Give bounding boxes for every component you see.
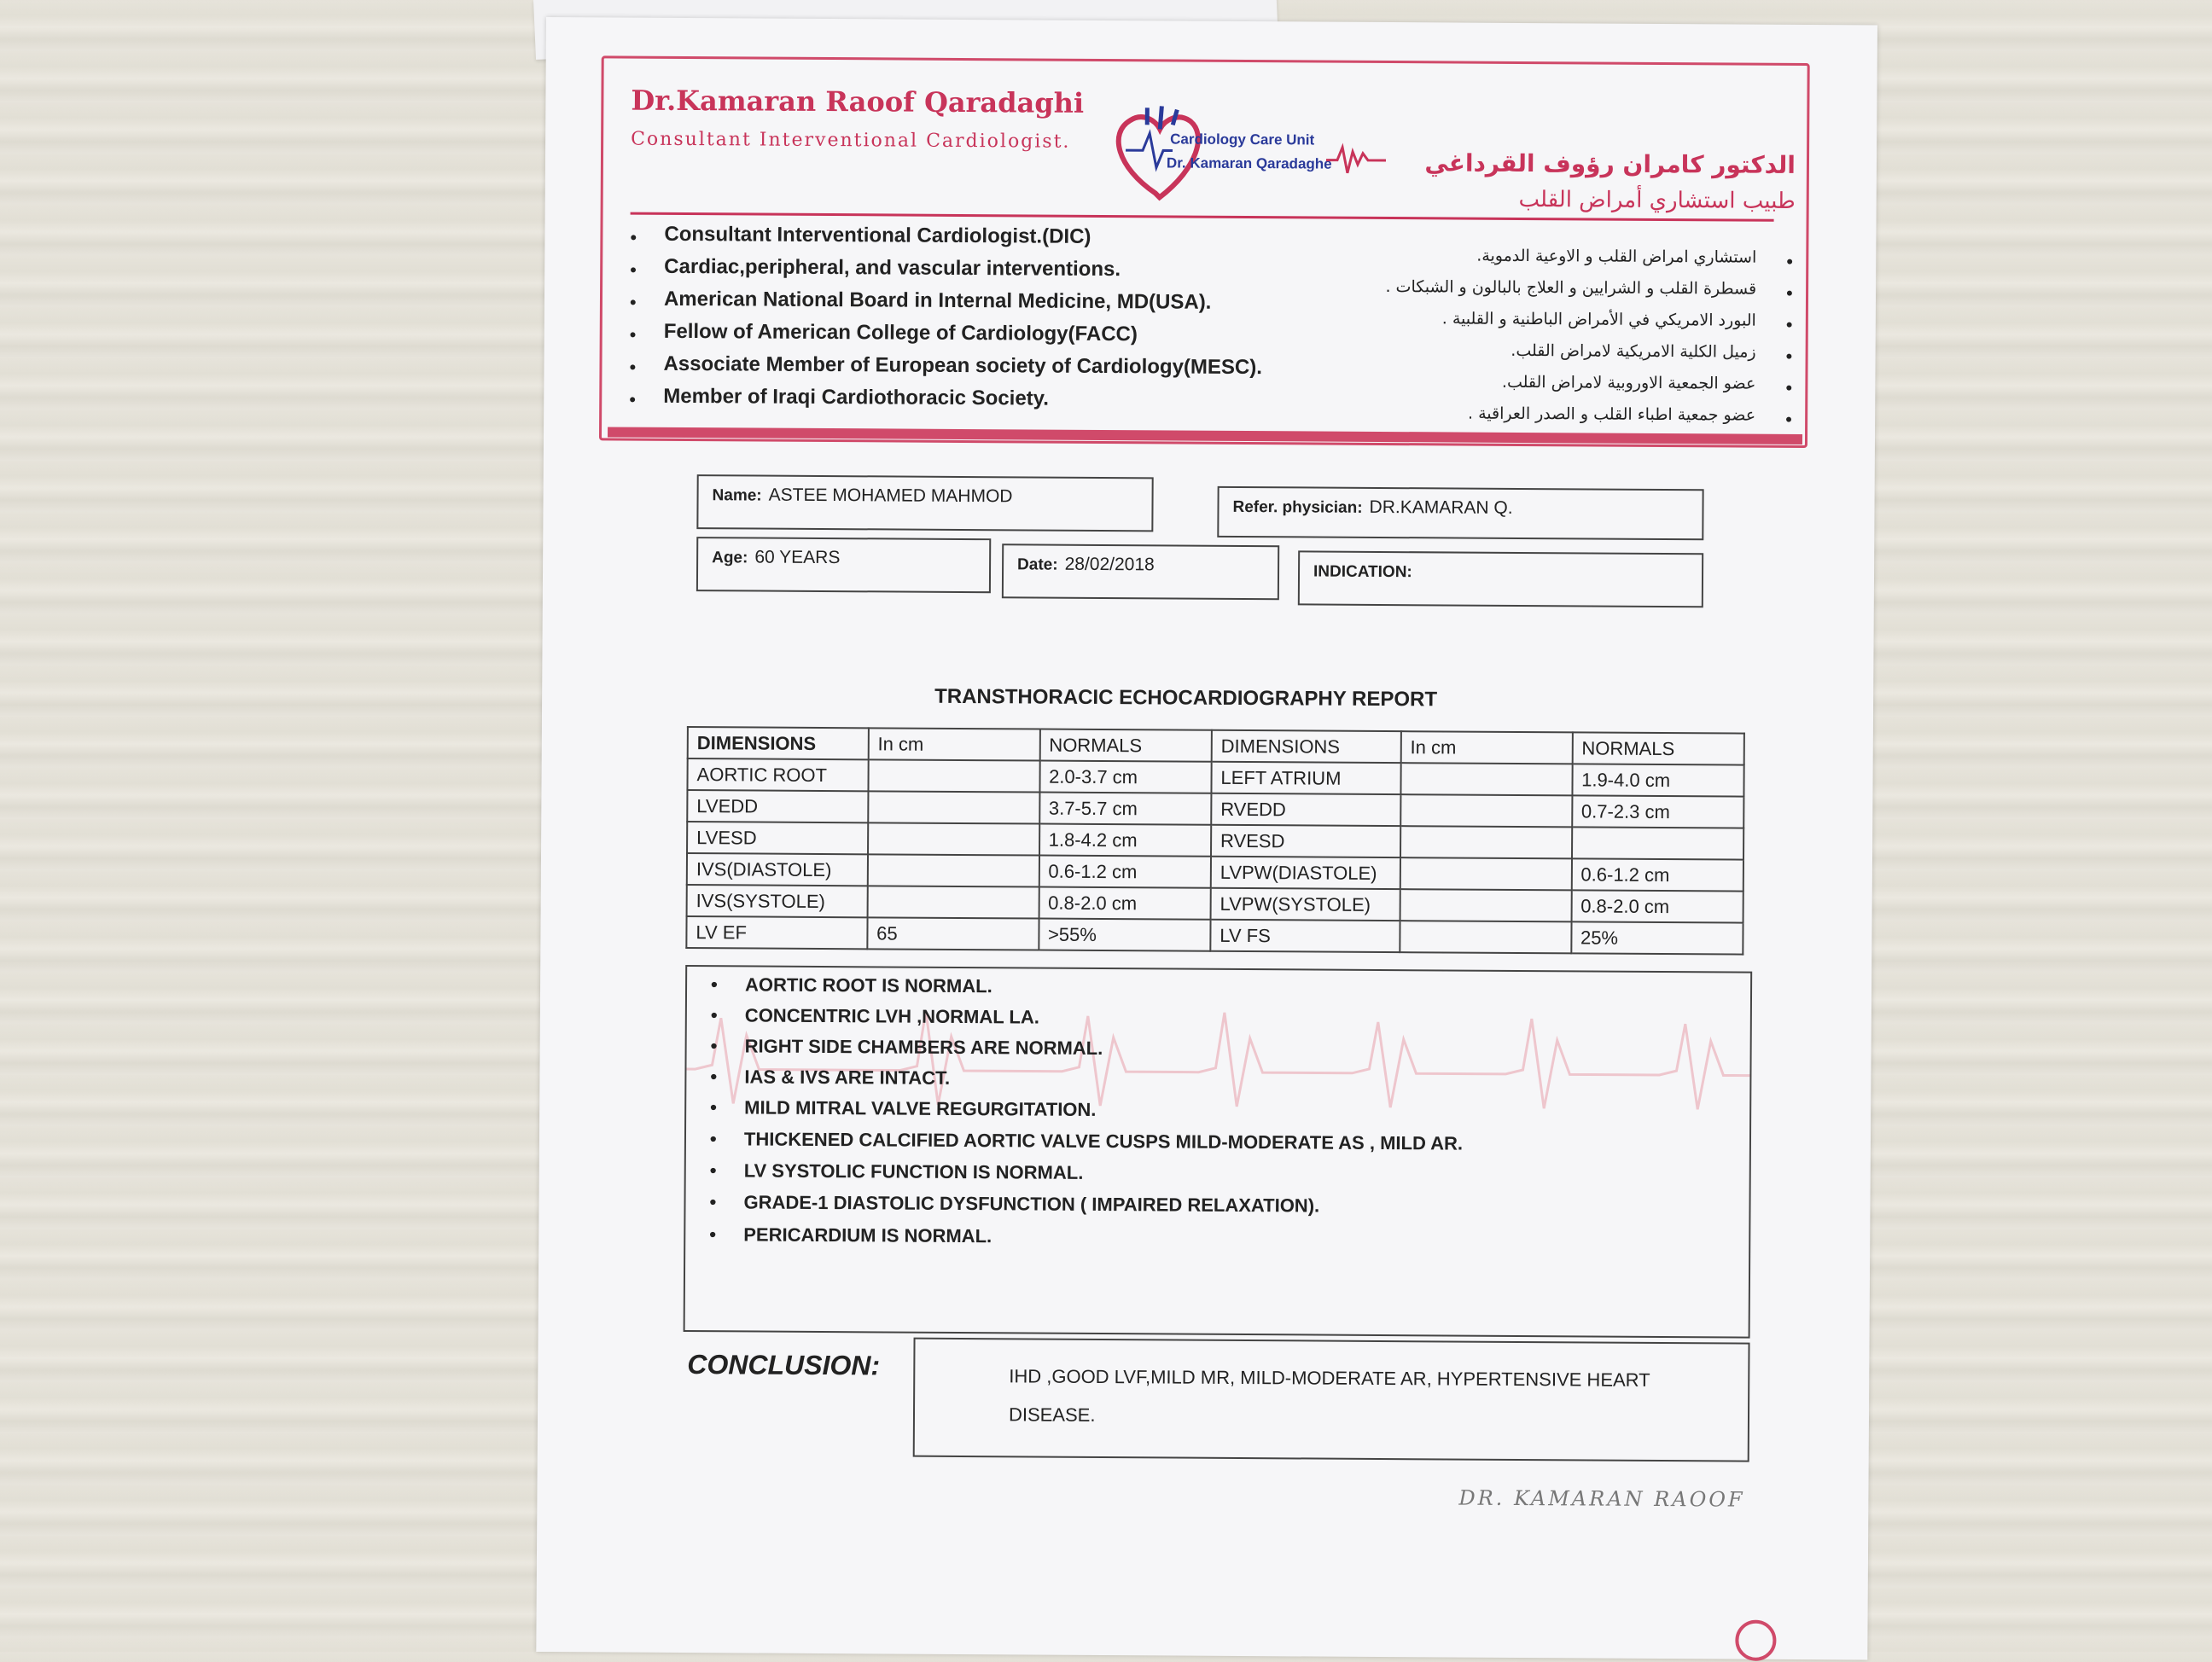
bullet-icon: • bbox=[1785, 377, 1792, 399]
bullet-icon: • bbox=[630, 324, 637, 346]
table-cell bbox=[1400, 763, 1572, 795]
credential-ar: استشاري امراض القلب و الاوعية الدموية. bbox=[1476, 247, 1756, 267]
report-title: TRANSTHORACIC ECHOCARDIOGRAPHY REPORT bbox=[934, 685, 1437, 712]
bullet-icon: • bbox=[629, 389, 636, 411]
bullet-icon: • bbox=[711, 1004, 718, 1026]
bullet-icon: • bbox=[630, 227, 637, 249]
table-cell bbox=[1572, 827, 1744, 859]
indication-label: INDICATION: bbox=[1313, 563, 1412, 582]
table-cell bbox=[867, 886, 1039, 918]
credential-ar: قسطرة القلب و الشرايين و العلاج بالبالون و الشبكات . bbox=[1385, 277, 1756, 299]
age-label: Age: bbox=[712, 549, 748, 567]
table-cell bbox=[1400, 921, 1571, 953]
table-cell: 0.6-1.2 cm bbox=[1571, 858, 1743, 891]
table-cell: 2.0-3.7 cm bbox=[1039, 761, 1212, 793]
logo-line2: Dr. Kamaran Qaradaghe bbox=[1167, 154, 1332, 171]
table-cell: 0.8-2.0 cm bbox=[1039, 887, 1211, 920]
table-cell: LV EF bbox=[686, 916, 867, 949]
bullet-icon: • bbox=[710, 1096, 717, 1119]
table-cell: RVESD bbox=[1211, 825, 1400, 857]
doctor-title-arabic: طبيب استشاري أمراض القلب bbox=[1518, 187, 1795, 214]
finding-item: • IAS & IVS ARE INTACT. bbox=[744, 1066, 950, 1089]
finding-item: • AORTIC ROOT IS NORMAL. bbox=[745, 973, 992, 997]
doctor-name: Dr.Kamaran Raoof Qaradaghi bbox=[631, 84, 1084, 119]
credential-en: Associate Member of European society of Cardiology(MESC). bbox=[663, 352, 1262, 380]
patient-name: ASTEE MOHAMED MAHMOD bbox=[769, 485, 1013, 507]
doctor-name-arabic: الدكتور كامران رؤوف القرداغي bbox=[1424, 148, 1796, 179]
table-row bbox=[686, 916, 1743, 955]
bullet-icon: • bbox=[709, 1191, 716, 1213]
table-cell: 25% bbox=[1571, 921, 1743, 954]
finding-item: • CONCENTRIC LVH ,NORMAL LA. bbox=[745, 1004, 1039, 1028]
table-cell bbox=[1400, 857, 1572, 890]
finding-item: • GRADE-1 DIASTOLIC DYSFUNCTION ( IMPAIRED RELAXATION). bbox=[743, 1191, 1319, 1217]
table-header: NORMALS bbox=[1572, 732, 1744, 764]
conclusion-label: CONCLUSION: bbox=[687, 1349, 880, 1381]
bullet-icon: • bbox=[711, 973, 718, 996]
table-cell bbox=[1400, 794, 1572, 827]
table-cell: IVS(SYSTOLE) bbox=[687, 885, 868, 917]
table-cell: IVS(DIASTOLE) bbox=[687, 853, 868, 886]
date-box bbox=[1002, 543, 1279, 600]
doctor-title: Consultant Interventional Cardiologist. bbox=[631, 129, 1071, 153]
dimensions-table bbox=[685, 726, 1745, 956]
patient-name-box bbox=[696, 474, 1153, 532]
table-header: DIMENSIONS bbox=[688, 727, 869, 759]
finding-item: • LV SYSTOLIC FUNCTION IS NORMAL. bbox=[744, 1159, 1084, 1183]
table-cell: 1.9-4.0 cm bbox=[1572, 764, 1744, 796]
indication-box bbox=[1298, 550, 1703, 607]
bullet-icon: • bbox=[709, 1223, 716, 1246]
table-cell: 65 bbox=[867, 917, 1039, 950]
credential-ar: زميل الكلية الامريكية لامراض القلب. bbox=[1511, 341, 1755, 362]
table-cell: 3.7-5.7 cm bbox=[1039, 793, 1212, 825]
credential-ar: عضو جمعية اطباء القلب و الصدر العراقية . bbox=[1468, 404, 1755, 425]
table-cell: 1.8-4.2 cm bbox=[1039, 824, 1212, 857]
table-cell: 0.7-2.3 cm bbox=[1572, 795, 1744, 828]
table-cell: LVPW(SYSTOLE) bbox=[1210, 888, 1400, 921]
finding-item: • MILD MITRAL VALVE REGURGITATION. bbox=[744, 1096, 1096, 1121]
table-cell: >55% bbox=[1039, 919, 1211, 951]
finding-item: • PERICARDIUM IS NORMAL. bbox=[743, 1223, 992, 1247]
credential-en: Consultant Interventional Cardiologist.(DIC) bbox=[664, 223, 1091, 249]
table-cell: RVEDD bbox=[1211, 793, 1400, 826]
referring-physician-box bbox=[1217, 486, 1703, 540]
doctor-signature: DR. KAMARAN RAOOF bbox=[1458, 1486, 1744, 1512]
bullet-icon: • bbox=[1785, 409, 1792, 431]
patient-age: 60 YEARS bbox=[754, 548, 840, 568]
bullet-icon: • bbox=[1786, 314, 1793, 336]
decorative-ring-icon bbox=[1735, 1620, 1776, 1661]
table-cell: LVEDD bbox=[687, 790, 868, 822]
bullet-icon: • bbox=[630, 259, 637, 282]
finding-item: • RIGHT SIDE CHAMBERS ARE NORMAL. bbox=[745, 1035, 1103, 1060]
bullet-icon: • bbox=[1786, 346, 1793, 368]
report-sheet bbox=[536, 17, 1877, 1659]
table-cell: LV FS bbox=[1210, 920, 1400, 952]
table-cell: 0.6-1.2 cm bbox=[1039, 856, 1211, 888]
bullet-icon: • bbox=[710, 1128, 717, 1150]
table-header: DIMENSIONS bbox=[1212, 730, 1401, 763]
credential-en: Fellow of American College of Cardiology(FACC) bbox=[664, 320, 1138, 346]
date-label: Date: bbox=[1017, 555, 1058, 573]
name-label: Name: bbox=[713, 486, 762, 504]
table-cell: LEFT ATRIUM bbox=[1211, 762, 1400, 794]
table-cell bbox=[1400, 826, 1572, 858]
table-cell bbox=[868, 791, 1039, 823]
table-cell bbox=[1400, 889, 1571, 921]
bullet-icon: • bbox=[710, 1159, 717, 1182]
table-cell bbox=[867, 854, 1039, 886]
report-date: 28/02/2018 bbox=[1065, 555, 1155, 575]
table-header: NORMALS bbox=[1039, 729, 1212, 762]
bullet-icon: • bbox=[711, 1035, 718, 1057]
bullet-icon: • bbox=[629, 357, 636, 379]
physician-name: DR.KAMARAN Q. bbox=[1370, 497, 1513, 518]
credential-en: American National Board in Internal Medicine, MD(USA). bbox=[664, 288, 1212, 315]
heart-logo-icon bbox=[1109, 99, 1391, 212]
logo-line1: Cardiology Care Unit bbox=[1170, 131, 1315, 148]
bullet-icon: • bbox=[630, 292, 637, 314]
table-cell: 0.8-2.0 cm bbox=[1571, 890, 1743, 922]
table-header: In cm bbox=[868, 728, 1039, 760]
table-header: In cm bbox=[1400, 731, 1572, 764]
table-cell: LVESD bbox=[687, 822, 868, 854]
credential-en: Member of Iraqi Cardiothoracic Society. bbox=[663, 385, 1049, 411]
finding-item: • THICKENED CALCIFIED AORTIC VALVE CUSPS MILD-MODERATE AS , MILD AR. bbox=[744, 1128, 1463, 1154]
credential-ar: عضو الجمعية الاوروبية لامراض القلب. bbox=[1502, 373, 1756, 393]
bullet-icon: • bbox=[710, 1066, 717, 1088]
age-box bbox=[696, 537, 991, 593]
credential-en: Cardiac,peripheral, and vascular interventions. bbox=[664, 255, 1121, 282]
bullet-icon: • bbox=[1786, 251, 1793, 273]
table-cell bbox=[868, 759, 1039, 792]
physician-label: Refer. physician: bbox=[1232, 498, 1362, 517]
table-cell bbox=[868, 822, 1039, 855]
findings-box bbox=[684, 965, 1753, 1339]
conclusion-text: IHD ,GOOD LVF,MILD MR, MILD-MODERATE AR, HYPERTENSIVE HEART DISEASE. bbox=[913, 1338, 1750, 1462]
bullet-icon: • bbox=[1786, 282, 1793, 305]
table-cell: LVPW(DIASTOLE) bbox=[1211, 857, 1400, 889]
credential-ar: البورد الامريكي في الأمراض الباطنية و القلبية . bbox=[1442, 309, 1756, 329]
table-cell: AORTIC ROOT bbox=[687, 758, 868, 791]
